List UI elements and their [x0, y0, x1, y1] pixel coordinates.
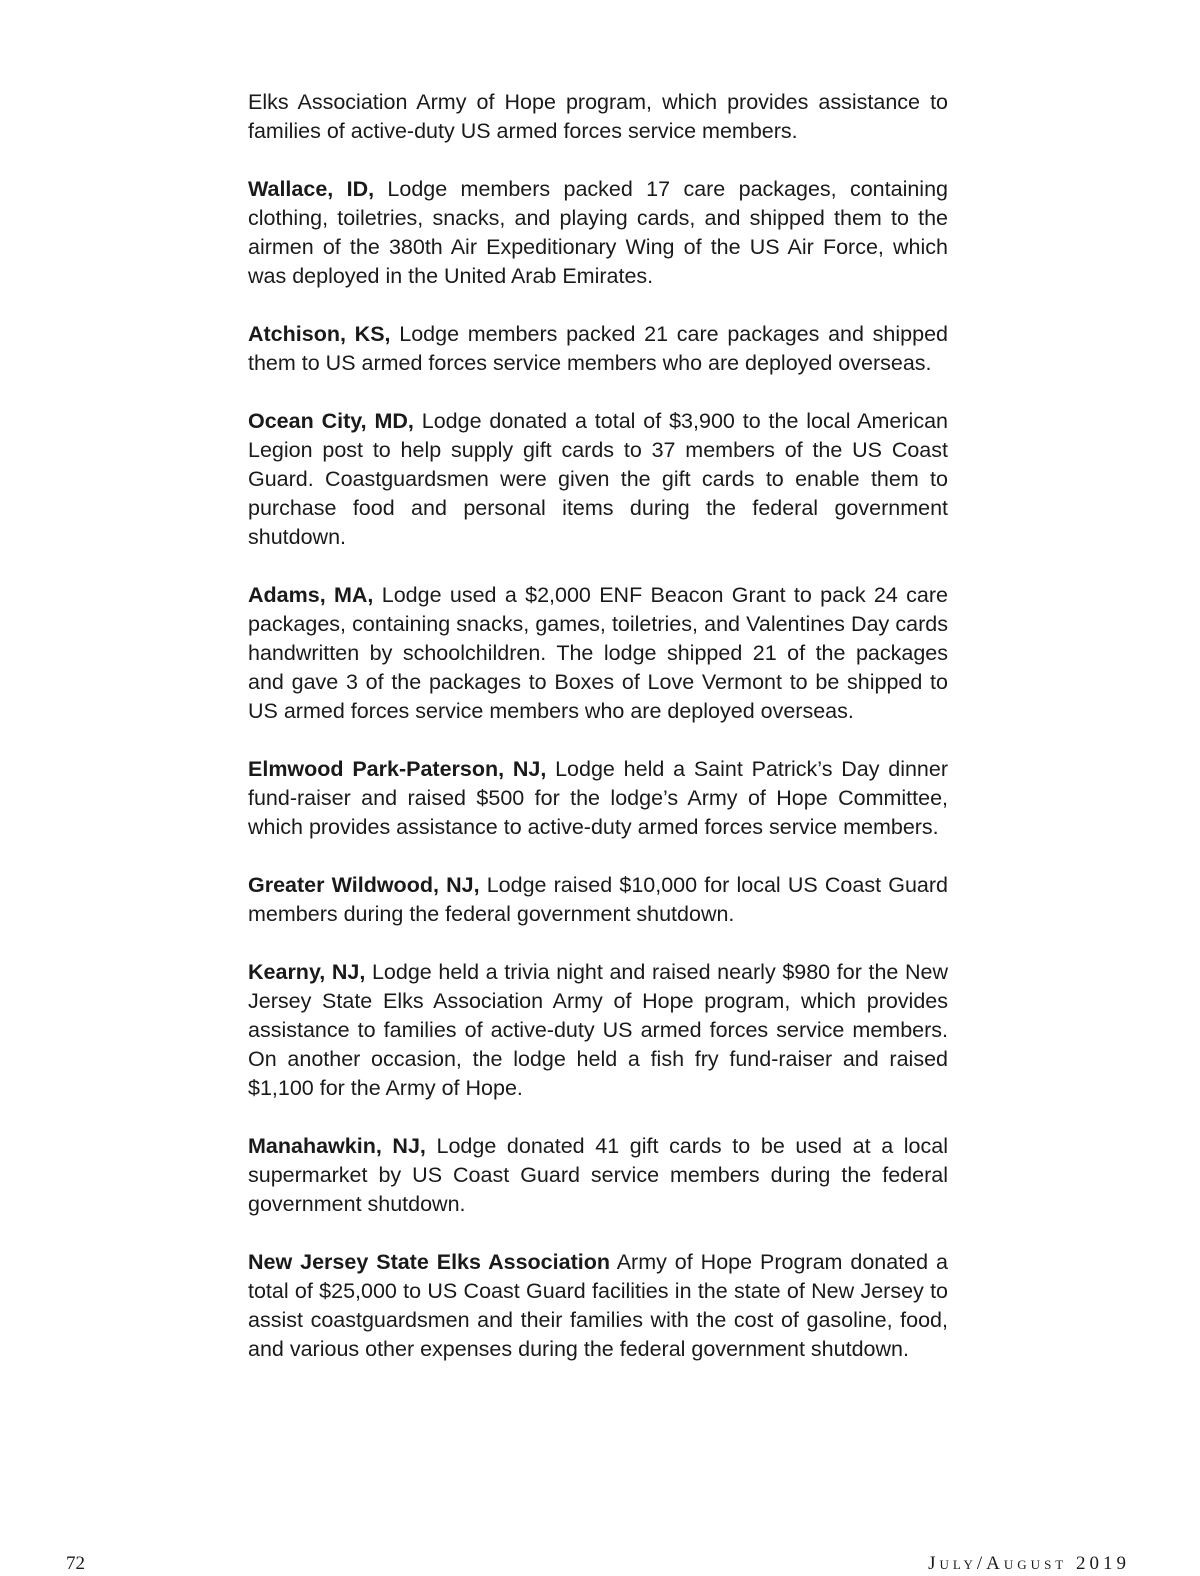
- article-body: [248, 88, 948, 1364]
- paragraph-body: Lodge held a Saint Patrick’s Day dinner fund-raiser and raised $500 for the lodge’s Army of Hope Committee, which provides assistance to active-duty armed forces service members.: [248, 757, 948, 839]
- page-footer: [0, 1552, 1200, 1576]
- lodge-name: Kearny, NJ,: [248, 960, 366, 984]
- paragraph-atchison-ks: [248, 320, 948, 378]
- paragraph-body: Lodge members packed 17 care packages, containing clothing, toiletries, snacks, and playing cards, and shipped them to the airmen of the 380th Air Expeditionary Wing of the US Air Force, which was deployed in the United Arab Emirates.: [248, 177, 948, 288]
- paragraph-body: Elks Association Army of Hope program, which provides assistance to families of active-duty US armed forces service members.: [248, 90, 948, 143]
- paragraph-body: Lodge raised $10,000 for local US Coast Guard members during the federal government shutdown.: [248, 873, 948, 926]
- issue-date: July/August 2019: [928, 1553, 1130, 1574]
- paragraph-ocean-city-md: [248, 407, 948, 552]
- paragraph-greater-wildwood-nj: [248, 871, 948, 929]
- paragraph-elmwood-park-paterson-nj: [248, 755, 948, 842]
- lodge-name: Elmwood Park-Paterson, NJ,: [248, 757, 547, 781]
- lodge-name: Manahawkin, NJ,: [248, 1134, 426, 1158]
- paragraph-intro-continuation: [248, 88, 948, 146]
- paragraph-adams-ma: [248, 581, 948, 726]
- lodge-name: Adams, MA,: [248, 583, 374, 607]
- lodge-name: Greater Wildwood, NJ,: [248, 873, 480, 897]
- lodge-name: Wallace, ID,: [248, 177, 375, 201]
- paragraph-body: Lodge held a trivia night and raised nearly $980 for the New Jersey State Elks Association Army of Hope program, which provides assistance to families of active-duty US armed forces service members. On another occasion, the lodge held a fish fry fund-raiser and raised $1,100 for the Army of Hope.: [248, 960, 948, 1100]
- paragraph-manahawkin-nj: [248, 1132, 948, 1219]
- paragraph-kearny-nj: [248, 958, 948, 1103]
- paragraph-body: Lodge used a $2,000 ENF Beacon Grant to pack 24 care packages, containing snacks, games, toiletries, and Valentines Day cards handwritten by schoolchildren. The lodge shipped 21 of the packages and gave 3 of the packages to Boxes of Love Vermont to be shipped to US armed forces service members who are deployed overseas.: [248, 583, 948, 723]
- page-number: 72: [66, 1553, 85, 1574]
- paragraph-body: Army of Hope Program donated a total of $25,000 to US Coast Guard facilities in the state of New Jersey to assist coastguardsmen and their families with the cost of gasoline, food, and various other expenses during the federal government shutdown.: [248, 1250, 948, 1361]
- paragraph-body: Lodge members packed 21 care packages and shipped them to US armed forces service members who are deployed overseas.: [248, 322, 948, 375]
- paragraph-new-jersey-state-elks-association: [248, 1248, 948, 1364]
- paragraph-wallace-id: [248, 175, 948, 291]
- lodge-name: Ocean City, MD,: [248, 409, 414, 433]
- lodge-name: Atchison, KS,: [248, 322, 391, 346]
- paragraph-body: Lodge donated a total of $3,900 to the local American Legion post to help supply gift cards to 37 members of the US Coast Guard. Coastguardsmen were given the gift cards to enable them to purchase food and personal items during the federal government shutdown.: [248, 409, 948, 549]
- paragraph-body: Lodge donated 41 gift cards to be used at a local supermarket by US Coast Guard service members during the federal government shutdown.: [248, 1134, 948, 1216]
- lodge-name: New Jersey State Elks Association: [248, 1250, 610, 1274]
